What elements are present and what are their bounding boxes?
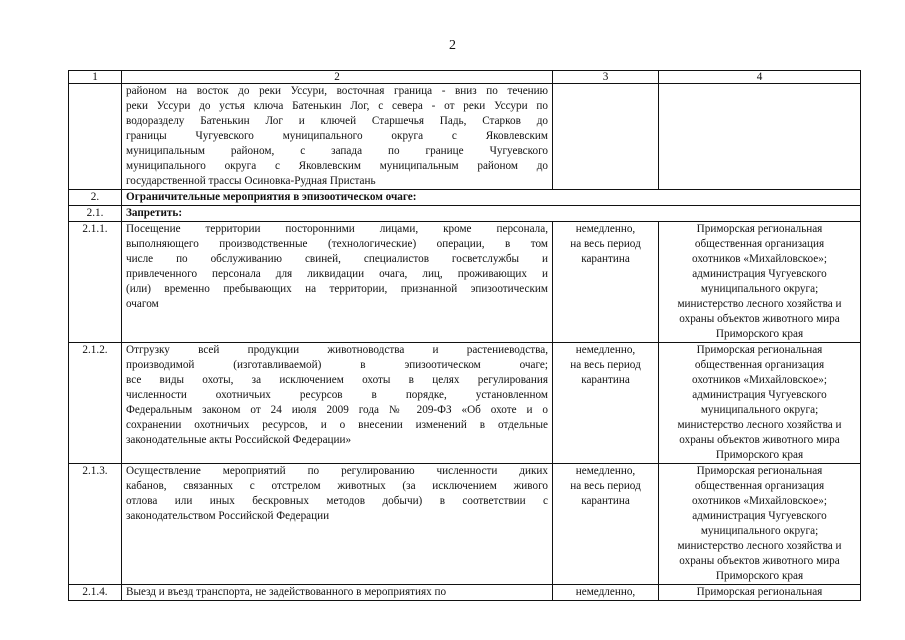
text-line: администрация Чугуевского (692, 510, 827, 522)
section-number: 2. (69, 190, 122, 206)
text-line: отлова или иных бескровных методов добычи) в соответствии с (126, 495, 548, 507)
col-header-3: 3 (553, 71, 659, 84)
text-line: Посещение территории посторонними лицами, кроме персонала, (126, 223, 548, 235)
text-line: общественная организация (694, 359, 825, 371)
text-line: числе по обслуживанию свиней, специалистов госветслужбы и (126, 253, 548, 265)
subsection-title: Запретить: (122, 206, 861, 222)
text-line: на весь период (570, 238, 641, 250)
measure-row (69, 585, 861, 601)
text-line: министерство лесного хозяйства и (677, 419, 842, 431)
text-line: производимой (изготавливаемой) в эпизоотическом очаге; (126, 359, 548, 371)
text-line: на весь период (570, 480, 641, 492)
text-line: реки Уссури до устья ключа Батенькин Лог, с севера - от реки Уссури по (126, 100, 548, 112)
text-line: законодательством Российской Федерации (126, 510, 330, 522)
text-line: очагом (126, 298, 159, 310)
col-header-2: 2 (122, 71, 553, 84)
measure-description (122, 222, 553, 343)
text-line: охраны объектов животного мира (679, 313, 840, 325)
col-header-1: 1 (69, 71, 122, 84)
measure-description (122, 585, 553, 601)
text-line: Приморская региональная (696, 344, 823, 356)
measure-row (69, 222, 861, 343)
text-line: Приморского края (715, 449, 804, 461)
measure-number: 2.1.2. (69, 343, 122, 464)
measure-number: 2.1.4. (69, 585, 122, 601)
text-line: немедленно, (575, 586, 636, 598)
text-line: карантина (581, 374, 630, 386)
continuation-term-cell (553, 84, 659, 190)
text-line: охотников «Михайловское»; (692, 374, 827, 386)
text-line: Выезд и въезд транспорта, не задействованного в мероприятиях по (126, 586, 447, 598)
col-header-4: 4 (659, 71, 861, 84)
text-line: администрация Чугуевского (692, 268, 827, 280)
continuation-text-cell (122, 84, 553, 190)
measure-term (553, 343, 659, 464)
measure-row (69, 464, 861, 585)
text-line: муниципального округа; (700, 525, 819, 537)
section-row (69, 190, 861, 206)
text-line: администрация Чугуевского (692, 389, 827, 401)
page-number: 2 (449, 38, 456, 53)
measure-term (553, 585, 659, 601)
text-line: кабанов, связанных с отстрелом животных (за исключением живого (126, 480, 548, 492)
text-line: все виды охоты, за исключением охоты в целях регулирования (126, 374, 548, 386)
text-line: Приморская региональная (696, 223, 823, 235)
text-line: муниципальным районом, с запада по границе Чугуевского (126, 145, 548, 157)
measure-responsible (659, 464, 861, 585)
text-line: общественная организация (694, 480, 825, 492)
text-line: немедленно, (575, 465, 636, 477)
measure-description (122, 464, 553, 585)
text-line: министерство лесного хозяйства и (677, 298, 842, 310)
text-line: охраны объектов животного мира (679, 434, 840, 446)
text-line: (или) временно пребывающих на территории, признанной эпизоотическим (126, 283, 548, 295)
subsection-number: 2.1. (69, 206, 122, 222)
measure-row (69, 343, 861, 464)
text-line: государственной трассы Осиновка-Рудная Пристань (126, 175, 376, 187)
text-line: охотников «Михайловское»; (692, 495, 827, 507)
text-line: карантина (581, 495, 630, 507)
text-line: численности охотничьих ресурсов в порядке, установленном (126, 389, 548, 401)
text-line: Отгрузку всей продукции животноводства и растениеводства, (126, 344, 548, 356)
text-line: министерство лесного хозяйства и (677, 540, 842, 552)
measure-term (553, 464, 659, 585)
measure-responsible (659, 343, 861, 464)
continuation-resp-cell (659, 84, 861, 190)
text-line: немедленно, (575, 223, 636, 235)
text-line: муниципального округа; (700, 404, 819, 416)
text-line: привлеченного персонала для ликвидации очага, лиц, проживающих и (126, 268, 548, 280)
measures-table (68, 70, 861, 601)
text-line: карантина (581, 253, 630, 265)
column-number-header-row (69, 71, 861, 84)
text-line: муниципального округа с Яковлевским муниципальным районом до (126, 160, 548, 172)
text-line: немедленно, (575, 344, 636, 356)
text-line: охраны объектов животного мира (679, 555, 840, 567)
text-line: Приморская региональная (696, 465, 823, 477)
text-line: муниципального округа; (700, 283, 819, 295)
measure-responsible (659, 222, 861, 343)
text-line: водоразделу Батенькин Лог и ключей Старшечья Падь, Старков до (126, 115, 548, 127)
text-line: охотников «Михайловское»; (692, 253, 827, 265)
text-line: на весь период (570, 359, 641, 371)
text-line: районом на восток до реки Уссури, восточная граница - вниз по течению (126, 85, 548, 97)
measure-term (553, 222, 659, 343)
section-title: Ограничительные мероприятия в эпизоотическом очаге: (122, 190, 861, 206)
text-line: Приморского края (715, 570, 804, 582)
text-line: сохранении охотничьих ресурсов, и о внесении изменений в отдельные (126, 419, 548, 431)
continuation-row (69, 84, 861, 190)
text-line: Приморского края (715, 328, 804, 340)
text-line: общественная организация (694, 238, 825, 250)
measure-number: 2.1.3. (69, 464, 122, 585)
measure-responsible (659, 585, 861, 601)
text-line: Осуществление мероприятий по регулированию численности диких (126, 465, 548, 477)
measure-description (122, 343, 553, 464)
subsection-row (69, 206, 861, 222)
continuation-num-cell (69, 84, 122, 190)
text-line: границы Чугуевского муниципального округа с Яковлевским (126, 130, 548, 142)
text-line: выполняющего производственные (технологические) операции, в том (126, 238, 548, 250)
text-line: Федеральным законом от 24 июля 2009 года № 209-ФЗ «Об охоте и о (126, 404, 548, 416)
text-line: законодательные акты Российской Федерации» (126, 434, 352, 446)
text-line: Приморская региональная (696, 586, 823, 598)
measure-number: 2.1.1. (69, 222, 122, 343)
